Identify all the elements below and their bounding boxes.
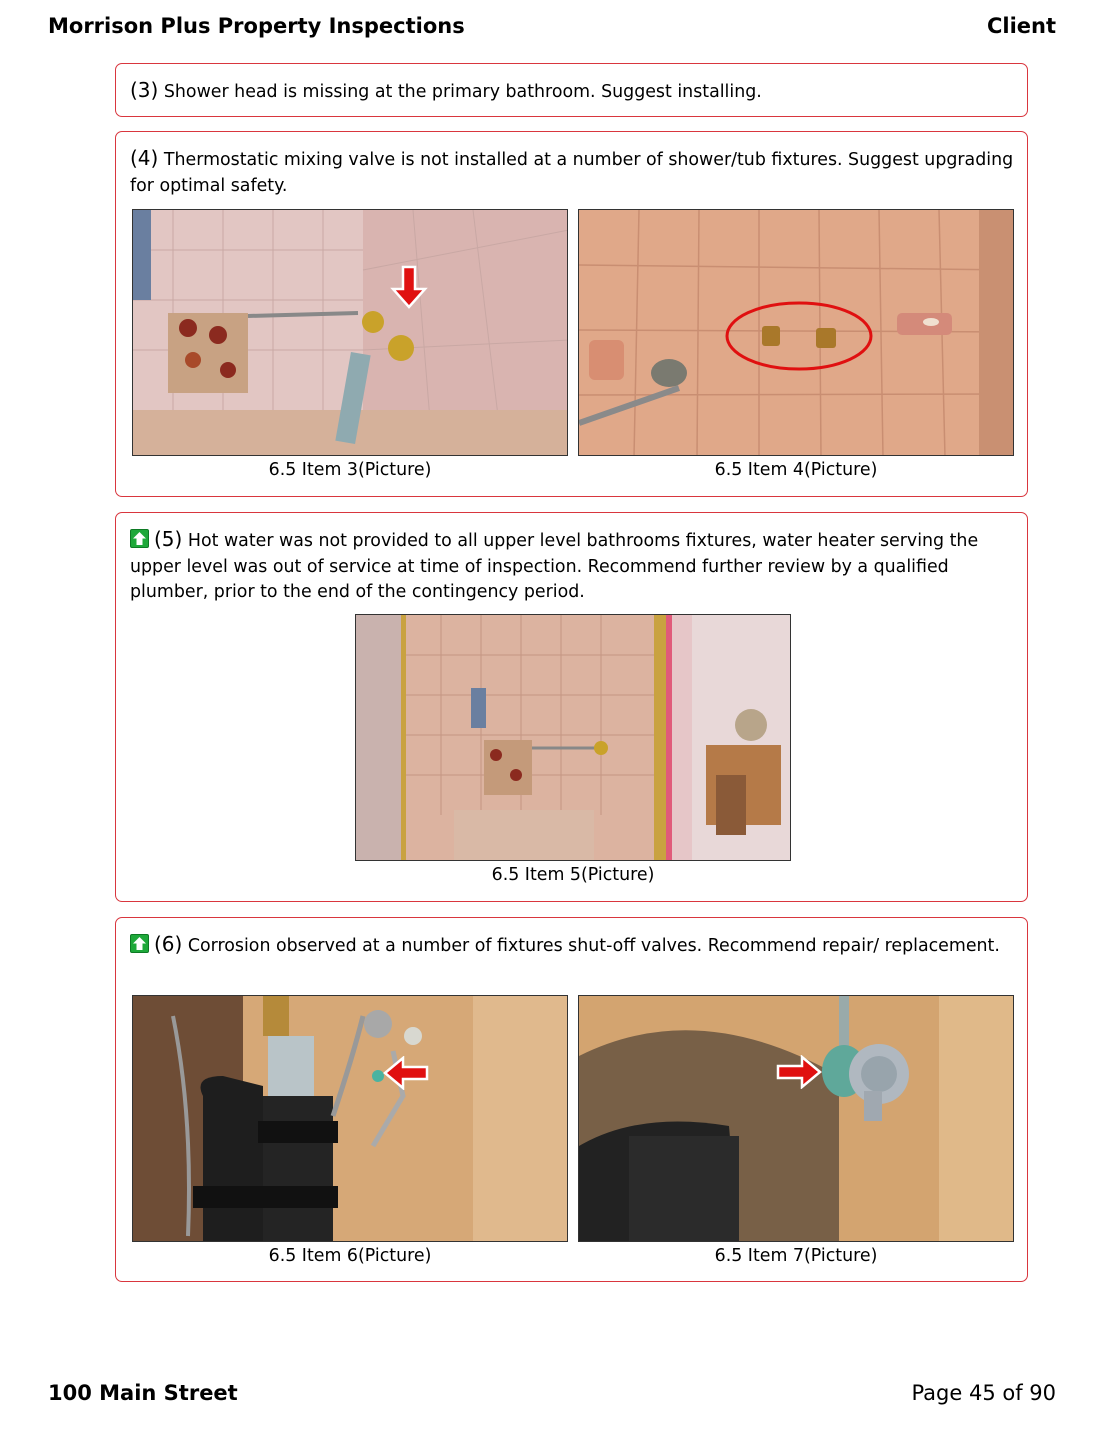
item-description: Hot water was not provided to all upper level bathrooms fixtures, water heater serving the upper level was out of service at time of inspection. Recommend further review by a qualified plumber, prior to the end of the contingency period. (130, 531, 979, 602)
item-box-4 (115, 131, 1028, 497)
item-text-5 (130, 527, 1015, 606)
photo-bathroom-tub[interactable] (355, 614, 791, 861)
photo-caption: 6.5 Item 4(Picture) (714, 460, 878, 480)
red-arrow-left-marker (383, 1056, 429, 1090)
red-arrow-down-marker (389, 265, 429, 311)
item-description: Thermostatic mixing valve is not installed at a number of shower/tub fixtures. Suggest upgrading for optimal safety. (130, 150, 1014, 196)
item-description: Corrosion observed at a number of fixtures shut-off valves. Recommend repair/ replacement. (187, 936, 1000, 956)
photo-caption: 6.5 Item 3(Picture) (268, 460, 432, 480)
red-circle-marker (723, 299, 875, 373)
photo-caption: 6.5 Item 5(Picture) (491, 865, 655, 885)
item-box-3 (115, 63, 1028, 117)
item-box-5 (115, 512, 1028, 902)
property-address: 100 Main Street (48, 1381, 238, 1405)
item-number: (3) (130, 78, 159, 102)
item-number: (6) (154, 932, 183, 956)
red-arrow-right-marker (776, 1055, 822, 1089)
photo-shower-valve-2[interactable] (578, 209, 1014, 456)
item-number: (5) (154, 527, 183, 551)
photo-shutoff-valve-2[interactable] (578, 995, 1014, 1242)
item-number: (4) (130, 146, 159, 170)
page-number: Page 45 of 90 (911, 1381, 1056, 1405)
client-label: Client (986, 14, 1056, 38)
item-description: Shower head is missing at the primary bathroom. Suggest installing. (163, 82, 762, 102)
photo-shower-valve-1[interactable] (132, 209, 568, 456)
company-name: Morrison Plus Property Inspections (48, 14, 465, 38)
item-text-4 (130, 146, 1015, 199)
photo-caption: 6.5 Item 7(Picture) (714, 1246, 878, 1266)
item-box-6 (115, 917, 1028, 1282)
green-house-icon (130, 529, 149, 548)
photo-caption: 6.5 Item 6(Picture) (268, 1246, 432, 1266)
item-text-3 (130, 78, 1015, 106)
item-text-6 (130, 932, 1015, 960)
green-house-icon (130, 934, 149, 953)
photo-shutoff-valve-1[interactable] (132, 995, 568, 1242)
